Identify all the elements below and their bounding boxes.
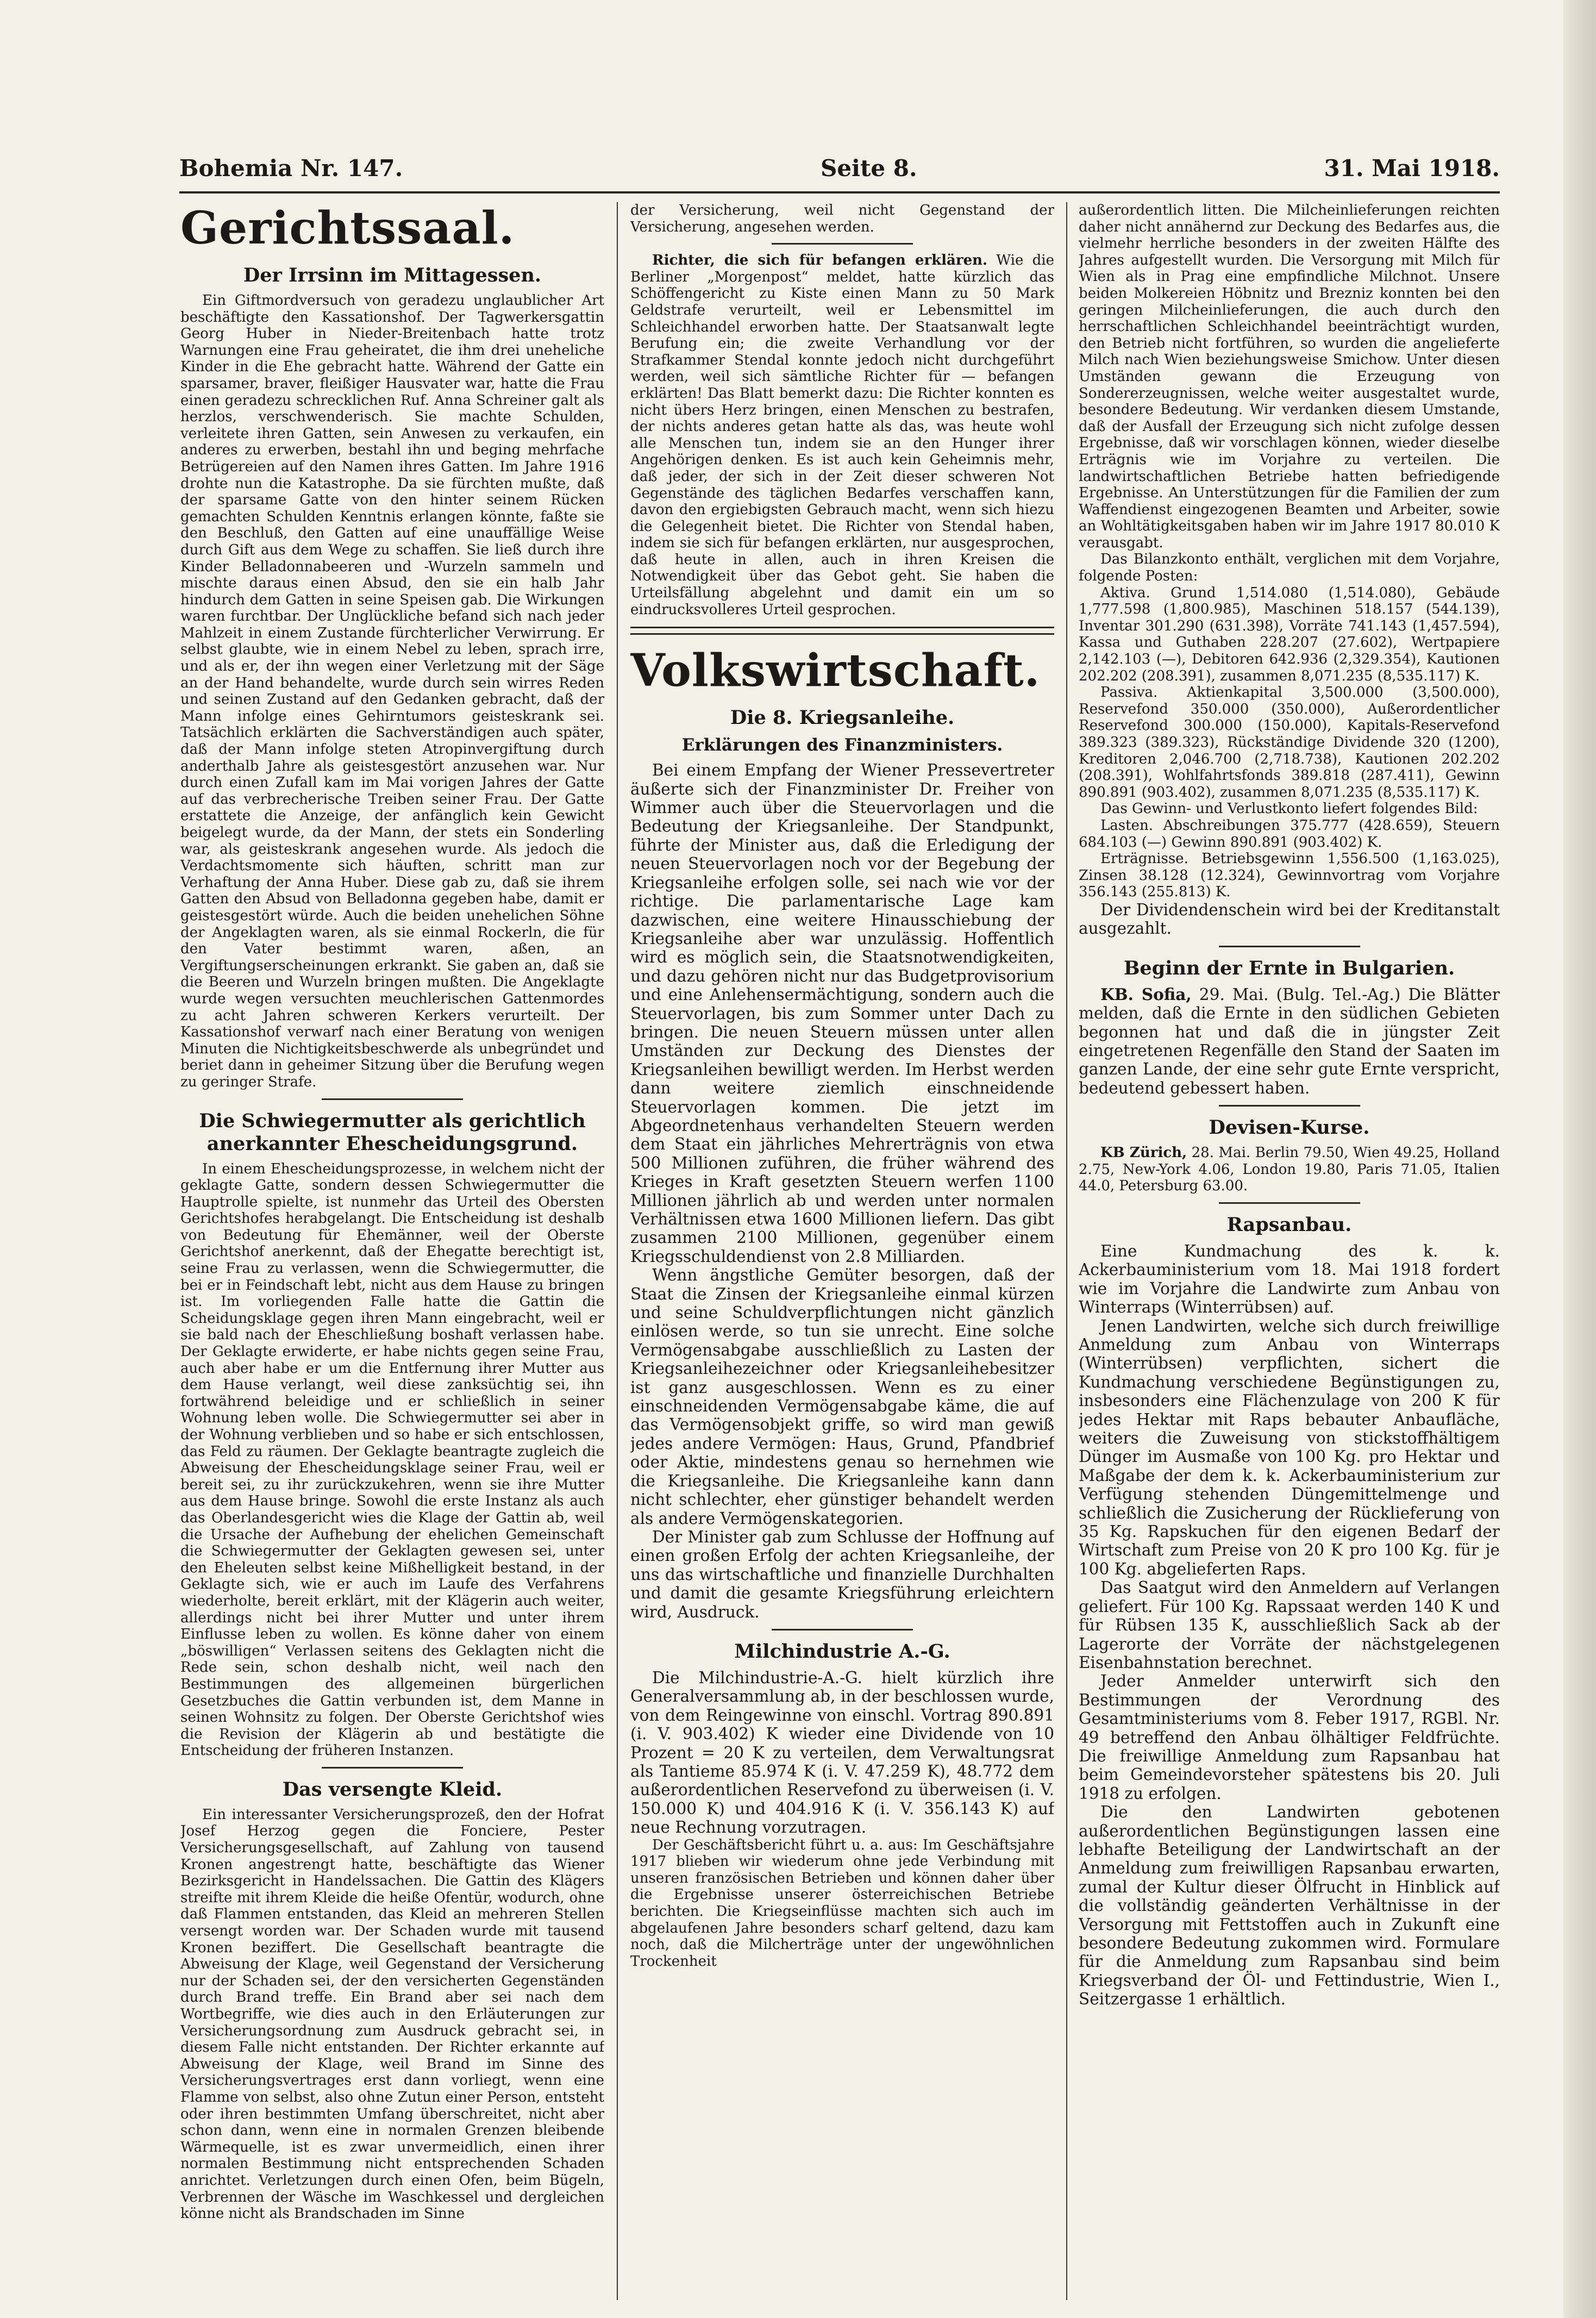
section-divider (630, 627, 1054, 635)
article-title-milchindustrie: Milchindustrie A.-G. (734, 1640, 950, 1663)
header-rule (179, 191, 1500, 193)
article-title-schwiegermutter: Die Schwiegermutter als gerichtlich anerkannter Ehescheidungsgrund. (199, 1109, 586, 1155)
article-title-rapsanbau: Rapsanbau. (1226, 1213, 1352, 1236)
article-title-ernte: Beginn der Ernte in Bulgarien. (1123, 957, 1455, 979)
dateline-zuerich: KB Zürich, (1100, 1145, 1187, 1161)
article-paragraph: Jenen Landwirten, welche sich durch freiwillige Anmeldung zum Anbau von Winterraps (Winterrübsen) verpflichten, sichert die Kundmachung verschiedene Begünstigungen zu, insbesonders eine Flächenzulage von 200 K für jedes Hektar mit Raps bebauter Anbaufläche, weiters die Zuweisung von stickstoffhältigem Dünger im Ausmaße von 100 Kg. pro Hektar und Maßgabe der dem k. k. Ackerbauministerium zur Verfügung stehenden Düngemittelmenge und schließlich die Zusicherung der Rücklieferung von 35 Kg. Rapskuchen für den eigenen Bedarf der Wirtschaft zum Preise von 20 K pro 100 Kg. für je 100 Kg. abgelieferten Raps. (1079, 1316, 1500, 1578)
article-divider (772, 1629, 913, 1630)
article-title-kriegsanleihe: Die 8. Kriegsanleihe. (730, 707, 955, 729)
article-paragraph: Die den Landwirten gebotenen außerordentlichen Begünstigungen lassen eine lebhafte Beteiligung der Landwirtschaft an der Anmeldung zum freiwilligen Rapsanbau erwarten, zumal der Kultur dieser Ölfrucht in Hinblick auf die vollständig geänderten Verhältnisse in der Versorgung mit Fettstoffen auch in Zukunft eine besondere Bedeutung zukommen wird. Formulare für die Anmeldung zum Rapsanbau sind beim Kriegsverband der Öl- und Fettindustrie, Wien I., Seitzergasse 1 erhältlich. (1079, 1803, 1500, 2009)
article-body-ernte (1079, 985, 1500, 1097)
article-paragraph: Das Bilanzkonto enthält, verglichen mit dem Vorjahre, folgende Posten: (1079, 551, 1500, 585)
article-paragraph: Das Saatgut wird den Anmeldern auf Verlangen geliefert. Für 100 Kg. Rapssaat werden 140 K und für Rübsen 135 K, ausschließlich Sack ab der Lagerorte der Vorräte der nächstgelegenen Eisenbahnstation berechnet. (1079, 1578, 1500, 1672)
article-continuation: der Versicherung, weil nicht Gegenstand der Versicherung, angesehen werden. (630, 202, 1054, 235)
section-title-volkswirtschaft: Volkswirtschaft. (630, 645, 1041, 697)
article-paragraph: Die Milchindustrie-A.-G. hielt kürzlich ihre Generalversammlung ab, in der beschlossen wurde, von dem Reingewinne von einschl. Vortrag 890.891 (i. V. 903.402) K wieder eine Dividende von 10 Prozent = 20 K zu verteilen, dem Verwaltungsrat als Tantieme 85.974 K (i. V. 47.259 K), 48.772 dem außerordentlichen Reservefond zu überweisen (i. V. 150.000 K) und 404.916 K (i. V. 356.143 K) auf neue Rechnung vorzutragen. (630, 1668, 1054, 1837)
page-number: Seite 8. (821, 155, 917, 182)
article-divider (1219, 1202, 1360, 1204)
article-body-schwiegermutter: In einem Ehescheidungsprozesse, in welchem nicht der geklagte Gatte, sondern dessen Schwiegermutter die Hauptrolle spielte, ist nunmehr das Urteil des Obersten Gerichtshofes herabgelangt. Die Entscheidung ist deshalb von Bedeutung für Ehemänner, weil der Oberste Gerichtshof anerkennt, daß der Ehegatte berechtigt ist, seine Frau zu verlassen, wenn die Schwiegermutter, die bei er in Feindschaft lebt, nicht aus dem Hause zu bringen ist. Im vorliegenden Falle hatte die Gattin die Scheidungsklage gegen ihren Mann eingebracht, weil er sie bald nach der Eheschließung boshaft verlassen habe. Der Geklagte erwiderte, er habe nichts gegen seine Frau, auch aber habe er um die Entfernung ihrer Mutter aus dem Hause verlangt, weil diese zanksüchtig sei, ihn fortwährend beleidige und er schließlich in seiner Wohnung leben wolle. Die Schwiegermutter sei aber in der Wohnung verblieben und so habe er sich entschlossen, das Feld zu räumen. Der Geklagte beantragte zugleich die Abweisung der Ehescheidungsklage seiner Frau, weil er bereit sei, zu ihr zurückzukehren, wenn sie ihre Mutter aus dem Hause bringe. Sowohl die erste Instanz als auch das Oberlandesgericht wies die Klage der Gattin ab, weil die Ursache der Aufhebung der ehelichen Gemeinschaft die Schwiegermutter der Geklagten gewesen sei, unter den Eheleuten selbst keine Mißhelligkeit bestand, in der Geklagte sich, wie er auch im Laufe des Verfahrens wiederholte, bereit erklärt, mit der Klägerin auch weiter, allerdings nicht bei ihrer Mutter und unter ihrem Einflusse leben zu wollen. Es könne daher von einem „böswilligen“ Verlassen seitens des Geklagten nicht die Rede sein, schon deshalb nicht, weil nach den Bestimmungen des allgemeinen bürgerlichen Gesetzbuches die Gattin verbunden ist, dem Manne in seinen Wohnsitz zu folgen. Der Oberste Gerichtshof wies die Revision der Klägerin ab und bestätigte die Entscheidung der früheren Instanzen. (180, 1160, 604, 1759)
article-divider (1219, 946, 1360, 947)
column-2 (630, 202, 1054, 2300)
article-paragraph: Der Dividendenschein wird bei der Kreditanstalt ausgezahlt. (1079, 900, 1500, 938)
column-1 (180, 202, 604, 2300)
article-paragraph: Der Minister gab zum Schlusse der Hoffnung auf einen großen Erfolg der achten Kriegsanleihe, der uns das wirtschaftliche und finanzielle Durchhalten und damit die gesamte Kriegsführung erleichtern wird, Ausdruck. (630, 1527, 1054, 1621)
column-rule-1 (617, 202, 618, 2300)
balance-lasten: Lasten. Abschreibungen 375.777 (428.659), Steuern 684.103 (—) Gewinn 890.891 (903.402) K. (1079, 817, 1500, 851)
section-title-gerichtssaal: Gerichtssaal. (180, 202, 515, 254)
article-paragraph: Bei einem Empfang der Wiener Pressevertreter äußerte sich der Finanzminister Dr. Freiher von Wimmer auch über die Steuervorlagen und die Bedeutung der Kriegsanleihe. Der Standpunkt, führte der Minister aus, daß die Erledigung der neuen Steuervorlagen noch vor der Begebung der Kriegsanleihe erfolgen solle, sei nach wie vor der richtige. Die parlamentarische Lage kam dazwischen, eine weitere Hinausschiebung der Kriegsanleihe aber war unzulässig. Hoffentlich wird es möglich sein, die Staatsnotwendigkeiten, und dazu gehören nicht nur das Budgetprovisorium und eine Anlehensermächtigung, sondern auch die Steuervorlagen, bis zum Sommer unter Dach zu bringen. Die neuen Steuern müssen unter allen Umständen zur Deckung des Dienstes der Kriegsanleihen bewilligt werden. Im Herbst werden dann weitere ziemlich einschneidende Steuervorlagen kommen. Die jetzt im Abgeordnetenhaus verhandelten Steuern werden dem Staat ein jährliches Mehrerträgnis von etwa 500 Millionen zuführen, die früher während des Krieges in Kraft gesetzten Steuern werfen 1100 Millionen jährlich ab und werden unter normalen Verhältnissen etwa 1600 Millionen liefern. Das gibt zusammen 2100 Millionen, gegenüber einem Kriegsschuldendienst von 2.8 Milliarden. (630, 761, 1054, 1266)
article-paragraph: Eine Kundmachung des k. k. Ackerbauministerium vom 18. Mai 1918 fordert wie im Vorjahre die Landwirte zum Anbau von Winterraps (Winterrübsen) auf. (1079, 1241, 1500, 1317)
article-paragraph: Jeder Anmelder unterwirft sich den Bestimmungen der Verordnung des Gesamtministeriums vom 8. Feber 1917, RGBl. Nr. 49 betreffend den Anbau ölhältiger Feldfrüchte. Die freiwillige Anmeldung zum Rapsanbau hat beim Gemeindevorsteher spätestens bis 20. Juli 1918 zu erfolgen. (1079, 1672, 1500, 1803)
dateline-sofia: KB. Sofia, (1100, 984, 1192, 1004)
column-3 (1079, 202, 1500, 2300)
article-title-richter: Richter, die sich für befangen erklären. (652, 252, 988, 269)
column-rule-2 (1066, 202, 1067, 2300)
article-continuation: außerordentlich litten. Die Milcheinlieferungen reichten daher nicht annähernd zur Deckung des Bedarfes aus, die vielmehr herrliche besonders in der zweiten Hälfte des Jahres aufgestellt wurden. Die Versorgung mit Milch für Wien als in Prag eine empfindliche Milchnot. Unsere beiden Molkereien Höbnitz und Brezniz konnten bei den geringen Milcheinlieferungen, die auch durch den herrschaftlichen Schleichhandel beeinträchtigt wurden, den Betrieb nicht fortführen, so wurden die angelieferte Milch nach Wien beziehungsweise Smichow. Unter diesen Umständen gewann die Erzeugung von Sondererzeugnissen, welche weiter ausgestaltet wurde, besondere Bedeutung. Wir verdanken diesem Umstande, daß der Ausfall der Erzeugung sich nicht zufolge dessen Ergebnisse, daß wir vorschlagen können, wieder dieselbe Erträgnis wie im Vorjahre zu verteilen. Die landwirtschaftlichen Betriebe hatten befriedigende Ergebnisse. An Unterstützungen für die Familien der zum Waffendienst eingezogenen Beamten und Arbeiter, sowie an Wohltätigkeitsgaben haben wir im Jahre 1917 80.010 K verausgabt. (1079, 202, 1500, 551)
article-paragraph: Der Geschäftsbericht führt u. a. aus: Im Geschäftsjahre 1917 blieben wir wiederum ohne jede Verbindung mit unseren französischen Betrieben und können daher über die Ergebnisse unserer österreichischen Betriebe berichten. Die Kriegseinflüsse machten sich auch im abgelaufenen Jahre besonders scharf geltend, dazu kam noch, daß die Milcherträge unter der ungewöhnlichen Trockenheit (630, 1836, 1054, 1970)
page-header (179, 155, 1500, 188)
article-title-irrsinn: Der Irrsinn im Mittagessen. (243, 264, 542, 286)
article-divider (1219, 1105, 1360, 1107)
page-edge-shadow (1563, 0, 1596, 2318)
article-body-richter (630, 252, 1054, 618)
balance-ertraegnisse: Erträgnisse. Betriebsgewinn 1,556.500 (1,163.025), Zinsen 38.128 (12.324), Gewinnvortrag vom Vorjahre 356.143 (255.813) K. (1079, 851, 1500, 901)
article-paragraph: Wenn ängstliche Gemüter besorgen, daß der Staat die Zinsen der Kriegsanleihe einmal kürzen und seine Schuldverpflichtungen nicht gänzlich einlösen werde, so tun sie unrecht. Eine solche Vermögensabgabe ausschließlich zu Lasten der Kriegsanleihezeichner oder Kriegsanleihebesitzer ist ganz ausgeschlossen. Wenn es zu einer einschneidenden Vermögensabgabe käme, die auf das Vermögensobjekt griffe, so wird man gewiß jedes andere Vermögen: Haus, Grund, Pfandbrief oder Aktie, mindestens genau so hernehmen wie die Kriegsanleihe. Die Kriegsanleihe kann dann nicht schlechter, eher günstiger behandelt werden als andere Vermögenskategorien. (630, 1266, 1054, 1528)
article-divider (322, 1098, 463, 1100)
article-body-irrsinn: Ein Giftmordversuch von geradezu unglaublicher Art beschäftigte den Kassationshof. Der Tagwerkersgattin Georg Huber in Nieder-Breitenbach hatte trotz Warnungen eine Frau geheiratet, die ihm drei uneheliche Kinder in die Ehe gebracht hatte. Während der Gatte ein sparsamer, braver, fleißiger Hausvater war, hatte die Frau einen geradezu schrecklichen Ruf. Anna Schreiner galt als herzlos, verschwenderisch. Sie machte Schulden, verleitete ihren Gatten, sein Anwesen zu verkaufen, ein anderes zu erwerben, bestahl ihn und beging mehrfache Betrügereien auf den Namen ihres Gatten. Im Jahre 1916 drohte nun die Katastrophe. Da sie fürchten mußte, daß der sparsame Gatte von den hinter seinem Rücken gemachten Schulden Kenntnis erlangen könnte, faßte sie den Beschluß, den Gatten auf eine unauffällige Weise durch Gift aus dem Wege zu schaffen. Sie ließ durch ihre Kinder Belladonnabeeren und -Wurzeln sammeln und mischte daraus einen Absud, den sie ein halb Jahr hindurch dem Gatten in seine Speisen gab. Die Wirkungen waren furchtbar. Der Unglückliche befand sich nach jeder Mahlzeit in einem Zustande fürchterlicher Verwirrung. Er selbst glaubte, wie in einem Nebel zu leben, sprach irre, und als er, der ihn wegen einer Verletzung mit der Säge an der Hand behandelte, wurde durch sein wirres Reden und seinen Zustand auf den Gedanken gebracht, daß der Mann infolge eines Gehirntumors geisteskrank sei. Tatsächlich erklärten die Sachverständigen auch später, daß der Mann infolge steten Atropinvergiftung durch anderthalb Jahre als geistesgestört anzusehen war. Nur durch einen Zufall kam im Mai vorigen Jahres der Gatte auf das verbrecherische Treiben seiner Frau. Der Gatte erstattete die Anzeige, der anfänglich kein Gewicht beigelegt wurde, da der Mann, der stets ein Sonderling war, als geisteskrank angesehen wurde. Als jedoch die Verdachtsmomente sich häuften, schritt man zur Verhaftung der Anna Huber. Diese gab zu, daß sie ihrem Gatten den Absud von Belladonna gegeben habe, damit er geistesgestört würde. Auch die beiden unehelichen Söhne der Angeklagten waren, als sie einmal Rockerln, die für den Vater bestimmt waren, aßen, an Vergiftungserscheinungen erkrankt. Sie gaben an, daß sie die Beeren und Wurzeln bringen mußten. Die Angeklagte wurde wegen versuchten meuchlerischen Gattenmordes zu acht Jahren schweren Kerkers verurteilt. Der Kassationshof verwarf nach einer Beratung von wenigen Minuten die Nichtigkeitsbeschwerde als unbegründet und beriet dann in geheimer Sitzung über die Berufung wegen zu geringer Strafe. (180, 292, 604, 1090)
article-divider (772, 243, 913, 245)
article-title-kleid: Das versengte Kleid. (282, 1778, 503, 1801)
article-divider (322, 1767, 463, 1769)
article-paragraph: Das Gewinn- und Verlustkonto liefert folgendes Bild: (1100, 801, 1478, 817)
masthead-issue: Bohemia Nr. 147. (179, 155, 403, 182)
article-body-kleid: Ein interessanter Versicherungsprozeß, den der Hofrat Josef Herzog gegen die Fonciere, Pester Versicherungsgesellschaft, auf Zahlung von tausend Kronen angestrengt hatte, beschäftigte das Wiener Bezirksgericht in Handelssachen. Die Gattin des Klägers streifte mit ihrem Kleide die heiße Ofentür, wodurch, ohne daß Flammen entstanden, das Kleid an mehreren Stellen versengt worden war. Der Schaden wurde mit tausend Kronen beziffert. Die Gesellschaft beantragte die Abweisung der Klage, weil Gegenstand der Versicherung nur der Schaden sei, der den versicherten Gegenständen durch Brand treffe. Ein Brand aber sei nach dem Wortbegriffe, wie dies auch in den Erläuterungen zur Versicherungsordnung zum Ausdruck gebracht sei, in diesem Falle nicht entstanden. Der Richter erkannte auf Abweisung der Klage, weil Brand im Sinne des Versicherungsvertrages erst dann vorliegt, wenn eine Flamme von selbst, also ohne Zutun einer Person, entsteht oder ihren bestimmten Umfang überschreitet, nicht aber schon dann, wenn eine in normalen Grenzen bleibende Wärmequelle, ist es zwar unvermeidlich, einen ihrer normalen Bestimmung nicht entsprechenden Schaden anrichtet. Verletzungen durch einen Ofen, beim Bügeln, Verbrennen der Wäsche im Waschkessel und dergleichen könne nicht als Brandschaden im Sinne (180, 1806, 604, 2222)
issue-date: 31. Mai 1918. (1324, 155, 1500, 182)
article-title-devisen: Devisen-Kurse. (1209, 1116, 1370, 1139)
article-subtitle-kriegsanleihe: Erklärungen des Finanzministers. (681, 735, 1003, 755)
article-text-richter: Wie die Berliner „Morgenpost“ meldet, hatte kürzlich das Schöffengericht zu Kiste einen Mann zu 50 Mark Geldstrafe verurteilt, weil er Lebensmittel im Schleichhandel erworben hatte. Der Staatsanwalt legte Berufung ein; die zweite Verhandlung vor der Strafkammer Stendal konnte jedoch nicht durchgeführt werden, weil sich sämtliche Richter für — befangen erklärten! Das Blatt bemerkt dazu: Die Richter konnten es nicht übers Herz bringen, einen Menschen zu bestrafen, der nichts anderes getan hatte als das, was heute wohl alle Menschen tun, indem sie an den Hunger ihrer Angehörigen denken. Es ist auch kein Geheimnis mehr, daß jeder, der sich in der Zeit dieser schweren Not Gegenstände des täglichen Bedarfes verschaffen kann, davon den ergiebigsten Gebrauch macht, wenn sich hiezu die Gelegenheit bietet. Die Richter von Stendal haben, indem sie sich für befangen erklärten, nur ausgesprochen, daß heute in allen, auch in ihren Kreisen die Notwendigkeit über das Gebot geht. Sie haben die Urteilsfällung abgelehnt und damit ein um so eindrucksvolleres Urteil gesprochen. (630, 252, 1054, 618)
balance-passiva: Passiva. Aktienkapital 3,500.000 (3,500.000), Reservefond 350.000 (350.000), Außerordentlicher Reservefond 300.000 (150.000), Kapitals-Reservefond 389.323 (389.323), Rückständige Dividende 320 (1200), Kreditoren 2,046.700 (2,718.738), Kautionen 202.202 (208.391), Wohlfahrtsfonds 389.818 (287.411), Gewinn 890.891 (903.402), zusammen 8,071.235 (8,535.117) K. (1079, 684, 1500, 801)
article-text-ernte: 29. Mai. (Bulg. Tel.-Ag.) Die Blätter melden, daß die Ernte in den südlichen Gebieten begonnen hat und daß die in jüngster Zeit eingetretenen Regenfälle den Stand der Saaten im ganzen Lande, der eine sehr gute Ernte verspricht, bedeutend gebessert haben. (1079, 985, 1500, 1097)
article-text-devisen: 28. Mai. Berlin 79.50, Wien 49.25, Holland 2.75, New-York 4.06, London 19.80, Paris 71.05, Italien 44.0, Petersburg 63.00. (1079, 1145, 1500, 1195)
balance-aktiva: Aktiva. Grund 1,514.080 (1,514.080), Gebäude 1,777.598 (1,800.985), Maschinen 518.157 (544.139), Inventar 301.290 (631.398), Vorräte 741.143 (1,457.594), Kassa und Guthaben 228.207 (27.602), Wertpapiere 2,142.103 (—), Debitoren 642.936 (2,329.354), Kautionen 202.202 (208.391), zusammen 8,071.235 (8,535.117) K. (1079, 584, 1500, 684)
article-body-devisen (1079, 1145, 1500, 1195)
